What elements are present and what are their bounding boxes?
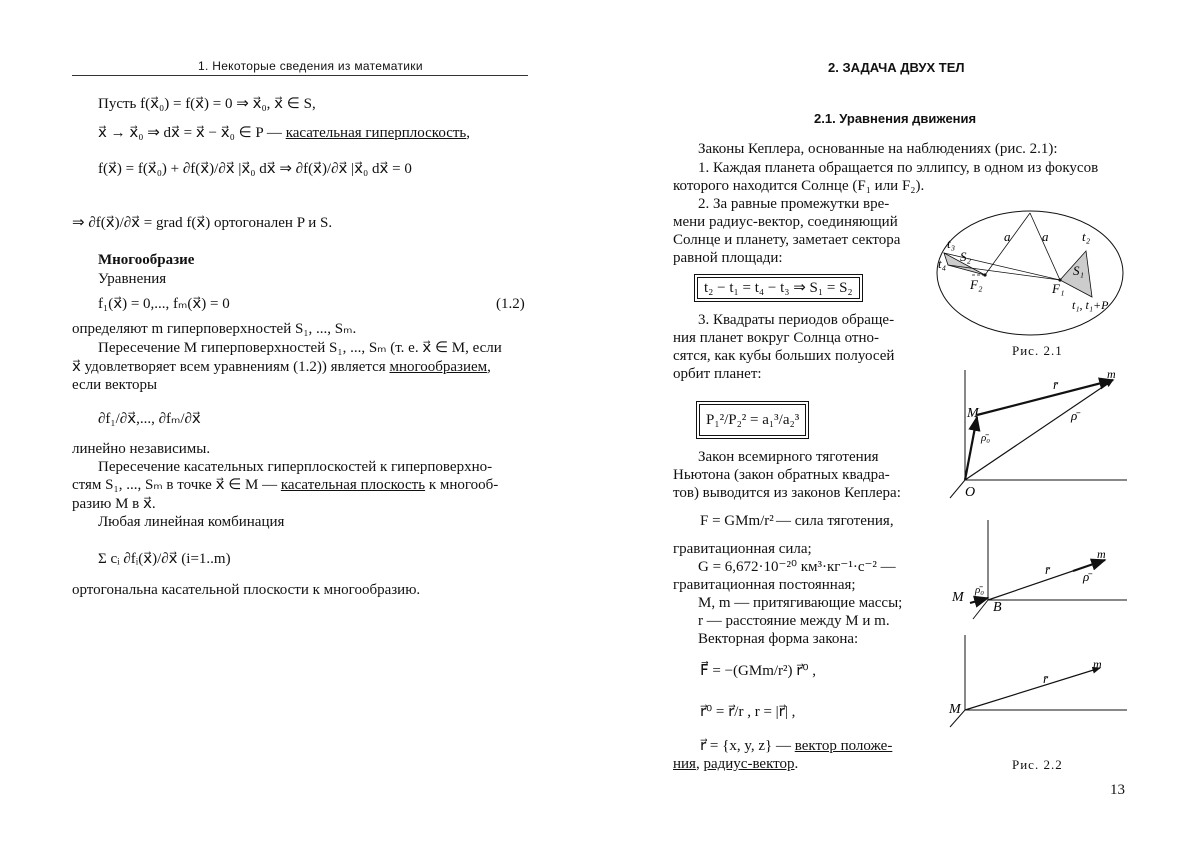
label-r-1: r̄ xyxy=(1053,377,1059,392)
label-t1: t₁, t₁+P xyxy=(1072,298,1109,312)
law1b: которого находится Солнце (F₁ или F₂). xyxy=(673,178,925,194)
paragraph-4d: разию M в x⃗. xyxy=(72,496,156,512)
paragraph-4a: Пересечение касательных гиперплоскостей к гиперповерхно- xyxy=(98,459,493,475)
law2d: равной площади: xyxy=(673,250,783,266)
figure-2-1-caption: Рис. 2.1 xyxy=(1012,343,1063,358)
law1a: 1. Каждая планета обращается по эллипсу, в одном из фокусов xyxy=(698,160,1099,176)
intro: Законы Кеплера, основанные на наблюдениях (рис. 2.1): xyxy=(698,141,1058,157)
label-a-1: a xyxy=(1004,229,1011,244)
masses: M, m — притягивающие массы; xyxy=(698,595,903,611)
vector-rho-1 xyxy=(977,380,1113,415)
law2a: 2. За равные промежутки вре- xyxy=(698,196,890,212)
label-s1: S₁ xyxy=(1073,263,1085,278)
figure-2-2-caption: Рис. 2.2 xyxy=(1012,757,1063,772)
section-title-equations: 2.1. Уравнения движения xyxy=(814,111,977,126)
tangent-hyperplane-term: касательная гиперплоскость xyxy=(285,125,467,141)
grav-force-label: гравитационная сила; xyxy=(673,541,812,557)
vec-eq-3-text: r⃗ = {x, y, z} — xyxy=(700,738,795,754)
paragraph-3: линейно независимы. xyxy=(72,441,211,457)
label-rho0-1: ρ̄₀ xyxy=(981,432,991,444)
paragraph-5: Любая линейная комбинация xyxy=(98,514,285,530)
page-number: 13 xyxy=(1110,782,1125,798)
equations-label: Уравнения xyxy=(98,271,167,287)
paragraph-6: ортогональна касательной плоскости к многообразию. xyxy=(72,582,421,598)
label-M-1: M xyxy=(967,406,979,421)
vector-r-3 xyxy=(965,668,1100,710)
equation-1-2: f₁(x⃗) = 0,..., fₘ(x⃗) = 0 xyxy=(98,296,230,312)
label-rho-2: ρ̄ xyxy=(1083,569,1090,584)
label-t3: t₃ xyxy=(947,236,956,251)
law3a: 3. Квадраты периодов обраще- xyxy=(698,312,895,328)
law3c: сятся, как кубы больших полуосей xyxy=(673,348,895,364)
paragraph-2c: если векторы xyxy=(72,377,158,393)
vec-eq-1: F⃗ = −(GMm/r²) r⃗⁰ , xyxy=(700,663,816,679)
section-title-manifold: Многообразие xyxy=(98,252,195,268)
law3-formula-box: P₁²/P₂² = a₁³/a₂³ xyxy=(699,404,806,436)
paragraph-4b xyxy=(72,476,498,494)
distance: r — расстояние между M и m. xyxy=(698,613,890,629)
label-rho0-2: ρ̄₀ xyxy=(975,584,985,596)
G-value: G = 6,672·10⁻²⁰ км³·кг⁻¹·с⁻² — xyxy=(698,559,896,575)
law2-formula-box: t₂ − t₁ = t₄ − t₃ ⇒ S₁ = S₂ xyxy=(697,277,860,299)
manifold-term: многообразием xyxy=(389,359,488,375)
radius-vector-term: радиус-вектор xyxy=(703,756,795,772)
label-f2: F₂ xyxy=(970,277,983,292)
label-t4: t₄ xyxy=(938,256,947,271)
math-line-2-text: x⃗ → x⃗₀ ⇒ dx⃗ = x⃗ − x⃗₀ ∈ P — xyxy=(98,125,286,141)
label-s2: S₂ xyxy=(960,249,972,264)
vec-eq-2: r⃗⁰ = r⃗/r , r = |r⃗| , xyxy=(700,704,796,720)
G-desc: гравитационная постоянная; xyxy=(673,577,856,593)
label-t2: t₂ xyxy=(1082,229,1091,244)
label-M-3: M xyxy=(949,702,961,717)
paragraph-2b-text: x⃗ удовлетворяет всем уравнениям (1.2)) является xyxy=(72,359,390,375)
sum-expression: Σ cᵢ ∂fᵢ(x⃗)/∂x⃗ (i=1..m) xyxy=(98,551,231,567)
paragraph-1: определяют m гиперповерхностей S₁, ..., Sₘ. xyxy=(72,321,357,337)
label-r-2: r̄ xyxy=(1045,562,1051,577)
label-a-2: a xyxy=(1042,229,1049,244)
label-M-2: M xyxy=(952,590,964,605)
label-B: B xyxy=(993,600,1002,615)
law3b: ния планет вокруг Солнца отно- xyxy=(673,330,879,346)
position-vector-term-b: ния xyxy=(673,756,696,772)
grav-a: Закон всемирного тяготения xyxy=(698,449,879,465)
chapter-title: 2. ЗАДАЧА ДВУХ ТЕЛ xyxy=(828,60,965,75)
header-rule xyxy=(72,75,528,76)
equation-number: (1.2) xyxy=(496,296,525,312)
vector-form: Векторная форма закона: xyxy=(698,631,859,647)
vec-eq-3b: ния, радиус-вектор. xyxy=(673,756,799,772)
paragraph-4c-text: к многооб- xyxy=(425,477,499,493)
semi-axis-a-right xyxy=(1030,213,1060,280)
label-O: O xyxy=(965,485,976,500)
focus-f2 xyxy=(983,273,986,276)
vector-r-1 xyxy=(965,380,1113,480)
grav-b: Ньютона (закон обратных квадра- xyxy=(673,467,890,483)
running-header: 1. Некоторые сведения из математики xyxy=(198,59,423,73)
paragraph-2a: Пересечение M гиперповерхностей S₁, ..., Sₘ (т. е. x⃗ ∈ M, если xyxy=(98,340,502,356)
label-m-2: m xyxy=(1097,547,1106,561)
label-f1: F₁ xyxy=(1052,281,1065,296)
math-line-3: f(x⃗) = f(x⃗₀) + ∂f(x⃗)/∂x⃗ |x⃗₀ dx⃗ ⇒ ∂f(x⃗)/∂x⃗ |x⃗₀ dx⃗ = 0 xyxy=(98,161,412,177)
paragraph-4b-text: стям S₁, ..., Sₘ в точке x⃗ ∈ M — xyxy=(72,477,281,493)
tangent-plane-term: касательная плоскость xyxy=(280,477,426,493)
label-r-3: r̄ xyxy=(1043,671,1049,686)
law2b: мени радиус-вектор, соединяющий xyxy=(673,214,898,230)
grav-c: тов) выводится из законов Кеплера: xyxy=(673,485,901,501)
math-line-1: Пусть f(x⃗₀) = f(x⃗) = 0 ⇒ x⃗₀, x⃗ ∈ S, xyxy=(98,96,316,112)
label-rho-1: ρ̄ xyxy=(1071,408,1078,423)
law2c: Солнце и планету, заметает сектора xyxy=(673,232,901,248)
label-m-3: m xyxy=(1093,657,1102,671)
position-vector-term-a: вектор положе- xyxy=(794,738,893,754)
vec-eq-3 xyxy=(700,737,892,755)
vector-rho0-1 xyxy=(965,417,977,480)
figure-2-2-vectors xyxy=(945,365,1130,750)
axis-y-1 xyxy=(950,480,965,498)
math-line-4: ⇒ ∂f(x⃗)/∂x⃗ = grad f(x⃗) ортогонален P и S. xyxy=(72,215,333,231)
vectors-expression: ∂f₁/∂x⃗,..., ∂fₘ/∂x⃗ xyxy=(98,411,201,427)
force-desc: — сила тяготения, xyxy=(776,513,894,529)
axis-y-2 xyxy=(973,600,988,619)
vector-rho0-2 xyxy=(970,598,988,603)
semi-axis-a-left xyxy=(985,213,1030,275)
force-formula: F = GMm/r² xyxy=(700,513,774,529)
paragraph-2b: x⃗ удовлетворяет всем уравнениям (1.2)) является многообразием, xyxy=(72,359,491,375)
figure-2-1-ellipse xyxy=(930,205,1130,340)
label-m-1: m xyxy=(1107,367,1116,381)
math-line-2: x⃗ → x⃗₀ ⇒ dx⃗ = x⃗ − x⃗₀ ∈ P — касательная гиперплоскость, xyxy=(98,125,471,141)
law3d: орбит планет: xyxy=(673,366,762,382)
